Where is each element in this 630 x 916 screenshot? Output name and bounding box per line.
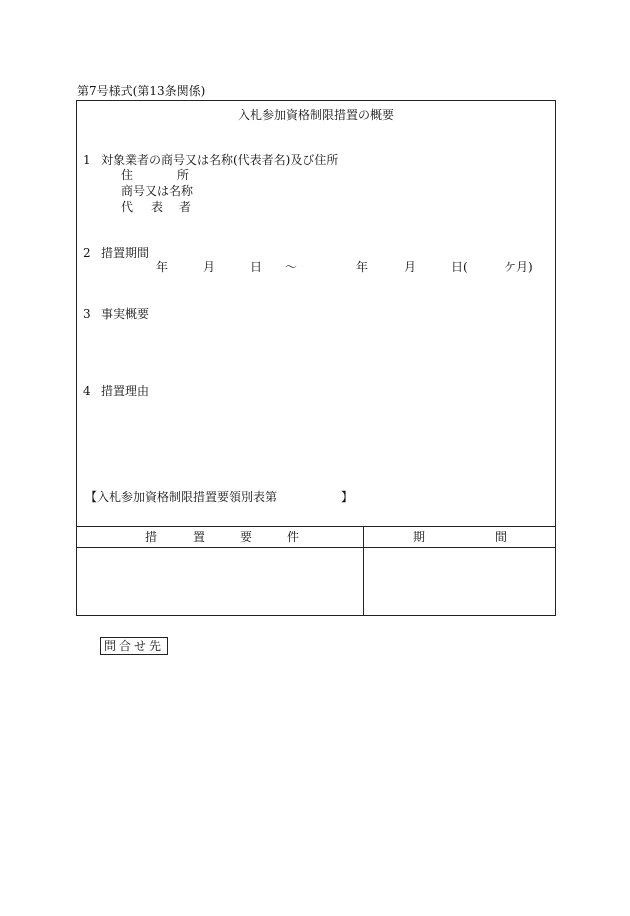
- header-requirement-char-4: 件: [287, 530, 300, 544]
- month-count-label: ケ月): [504, 260, 533, 274]
- end-day-label: 日(: [451, 260, 468, 274]
- section-4-heading: 措置理由: [101, 384, 150, 398]
- section-1-number: 1: [83, 153, 91, 167]
- section-3-number: 3: [83, 307, 91, 321]
- header-period-char-1: 期: [413, 530, 426, 544]
- form-number-label: 第7号様式(第13条関係): [77, 84, 206, 98]
- header-requirement-char-2: 置: [193, 530, 206, 544]
- end-year-label: 年: [356, 260, 369, 274]
- start-year-label: 年: [156, 260, 169, 274]
- end-month-label: 月: [404, 260, 417, 274]
- section-3-heading: 事実概要: [101, 307, 150, 321]
- start-month-label: 月: [203, 260, 216, 274]
- form-frame: [76, 100, 556, 616]
- section-2-heading: 措置期間: [101, 246, 150, 260]
- header-requirement-char-3: 要: [240, 530, 253, 544]
- rep-label-3: 者: [179, 200, 192, 214]
- form-title: 入札参加資格制限措置の概要: [237, 108, 394, 122]
- table-top-rule: [77, 526, 555, 527]
- table-header-rule: [77, 547, 555, 548]
- table-column-divider: [363, 526, 364, 615]
- rep-label-1: 代: [121, 200, 134, 214]
- header-requirement-char-1: 措: [145, 530, 158, 544]
- rep-label-2: 表: [151, 200, 164, 214]
- section-4-number: 4: [83, 384, 91, 398]
- period-tilde: ～: [285, 260, 298, 274]
- address-label-1: 住: [121, 168, 134, 182]
- table-note-close: 】: [341, 490, 354, 504]
- table-note-open: 【入札参加資格制限措置要領別表第: [85, 490, 278, 504]
- start-day-label: 日: [250, 260, 263, 274]
- section-1-heading: 対象業者の商号又は名称(代表者名)及び住所: [101, 153, 339, 167]
- header-period-char-2: 間: [495, 530, 508, 544]
- section-2-number: 2: [83, 246, 91, 260]
- trade-name-label: 商号又は名称: [121, 184, 194, 198]
- contact-box: 問合せ先: [100, 637, 168, 655]
- address-label-2: 所: [177, 168, 190, 182]
